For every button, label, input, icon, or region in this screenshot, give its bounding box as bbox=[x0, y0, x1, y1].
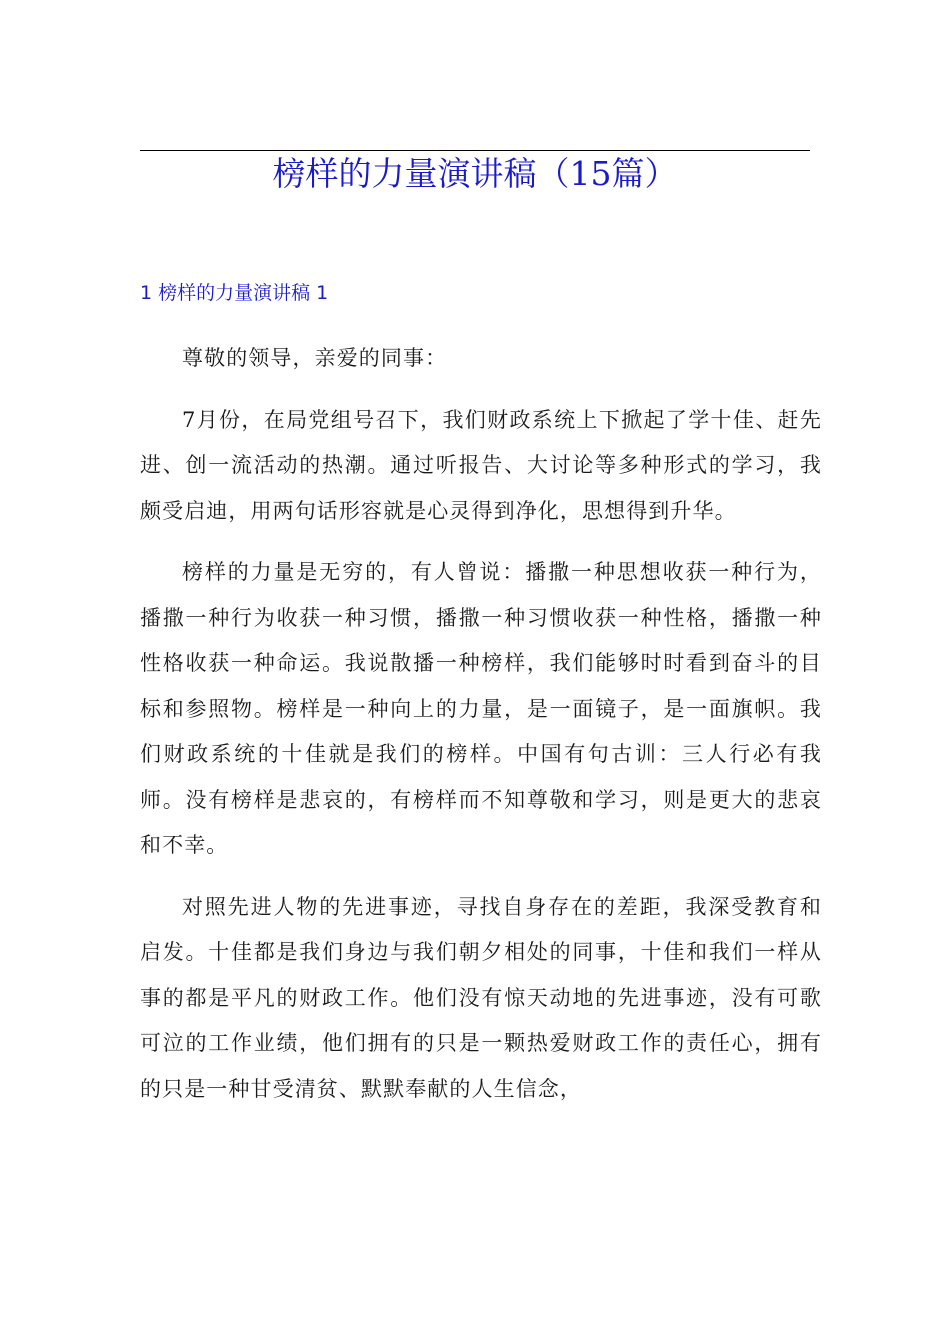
salutation-paragraph: 尊敬的领导，亲爱的同事： bbox=[182, 346, 448, 370]
body-paragraph-1: 7月份，在局党组号召下，我们财政系统上下掀起了学十佳、赶先进、创一流活动的热潮。通过听报告、大讨论等多种形式的学习，我颇受启迪，用两句话形容就是心灵得到净化，思想得到升华。 bbox=[140, 407, 822, 523]
body-paragraph-2: 榜样的力量是无穷的，有人曾说：播撒一种思想收获一种行为，播撒一种行为收获一种习惯，播撒一种习惯收获一种性格，播撒一种性格收获一种命运。我说散播一种榜样，我们能够时时看到奋斗的目标和参照物。榜样是一种向上的力量，是一面镜子，是一面旗帜。我们财政系统的十佳就是我们的榜样。中国有句古训：三人行必有我师。没有榜样是悲哀的，有榜样而不知尊敬和学习，则是更大的悲哀和不幸。 bbox=[140, 560, 822, 857]
section-heading: 1 榜样的力量演讲稿 1 bbox=[140, 282, 329, 304]
header-rule bbox=[140, 150, 810, 151]
body-paragraph-3: 对照先进人物的先进事迹，寻找自身存在的差距，我深受教育和启发。十佳都是我们身边与我们朝夕相处的同事，十佳和我们一样从事的都是平凡的财政工作。他们没有惊天动地的先进事迹，没有可歌可泣的工作业绩，他们拥有的只是一颗热爱财政工作的责任心，拥有的只是一种甘受清贫、默默奉献的人生信念， bbox=[140, 894, 822, 1101]
document-body bbox=[140, 336, 822, 1128]
document-title: 榜样的力量演讲稿（15篇） bbox=[272, 154, 678, 193]
